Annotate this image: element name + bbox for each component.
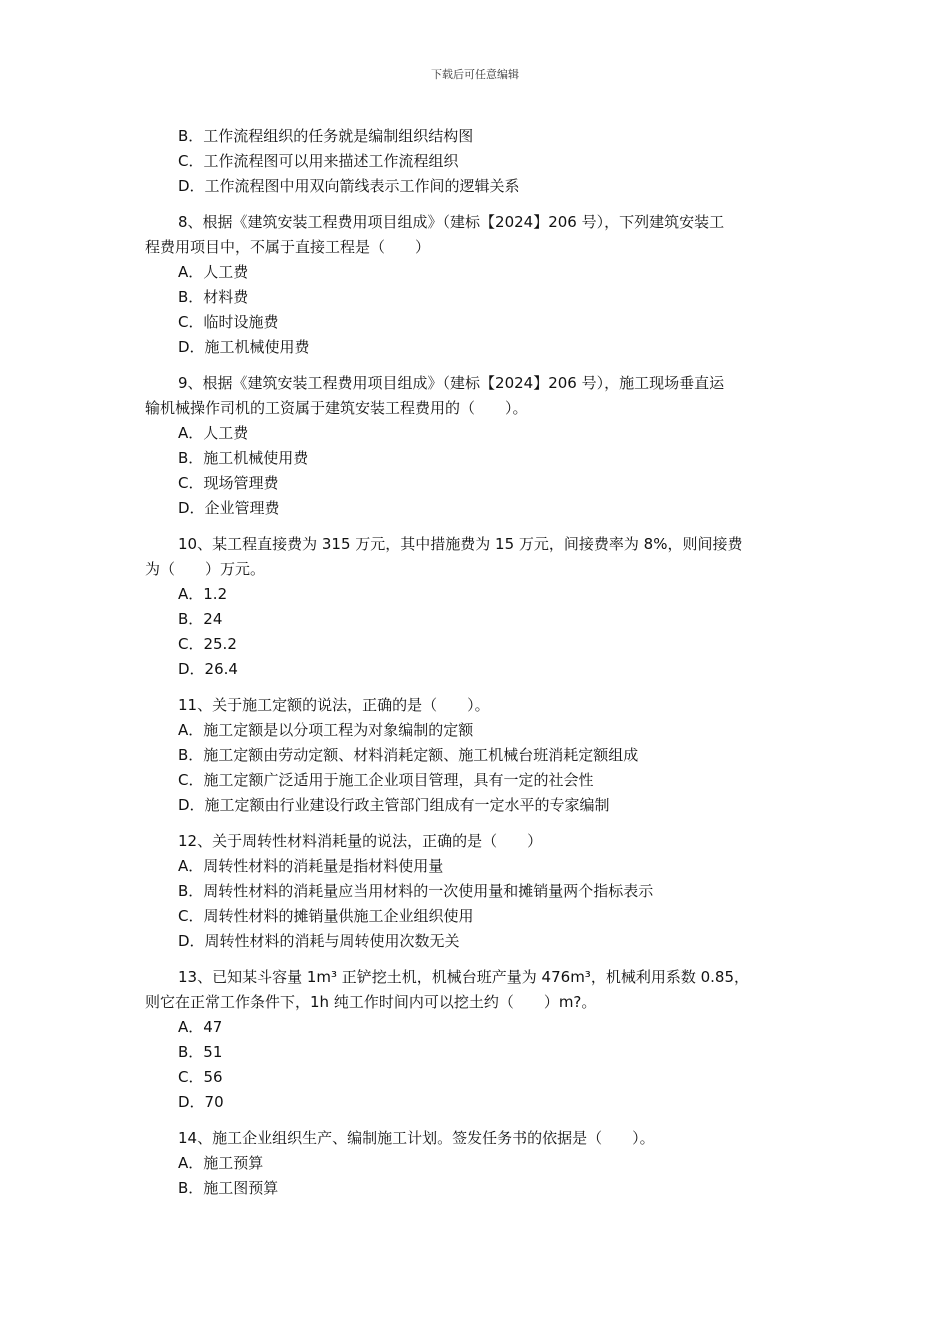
question-12 (145, 829, 810, 954)
question-text: 8、根据《建筑安装工程费用项目组成》（建标【2024】206 号），下列建筑安装工 (178, 213, 725, 231)
question-11 (145, 693, 810, 818)
question-8 (145, 210, 810, 360)
question-14 (145, 1126, 810, 1201)
option: C．56 (178, 1068, 223, 1086)
page-header: 下载后可任意编辑 (431, 68, 519, 81)
option: A．1.2 (178, 585, 228, 603)
question-text: 12、关于周转性材料消耗量的说法，正确的是（ ） (178, 832, 543, 850)
option: D．26.4 (178, 660, 238, 678)
option: D．70 (178, 1093, 224, 1111)
option: A．人工费 (178, 424, 249, 442)
question-text: 10、某工程直接费为 315 万元，其中措施费为 15 万元，间接费率为 8%，则间接费 (178, 535, 743, 553)
question-text: 13、已知某斗容量 1m³ 正铲挖土机，机械台班产量为 476m³，机械利用系数 0.85， (178, 968, 749, 986)
option: B．施工图预算 (178, 1179, 279, 1197)
question-text: 9、根据《建筑安装工程费用项目组成》（建标【2024】206 号），施工现场垂直运 (178, 374, 725, 392)
document-body (145, 124, 810, 1201)
question-text-cont: 程费用项目中，不属于直接工程是（ ） (145, 238, 431, 256)
question-13 (145, 965, 810, 1115)
option: D．周转性材料的消耗与周转使用次数无关 (178, 932, 460, 950)
question-text: 14、施工企业组织生产、编制施工计划。签发任务书的依据是（ ）。 (178, 1129, 655, 1147)
option: B．材料费 (178, 288, 249, 306)
option: D．施工机械使用费 (178, 338, 310, 356)
question-text-cont: 为（ ）万元。 (145, 560, 266, 578)
option: A．施工定额是以分项工程为对象编制的定额 (178, 721, 474, 739)
question-text: 11、关于施工定额的说法，正确的是（ ）。 (178, 696, 490, 714)
option: C．临时设施费 (178, 313, 279, 331)
option: C．施工定额广泛适用于施工企业项目管理，具有一定的社会性 (178, 771, 594, 789)
option: B．24 (178, 610, 223, 628)
question-9 (145, 371, 810, 521)
option: D．企业管理费 (178, 499, 280, 517)
option: A．施工预算 (178, 1154, 264, 1172)
option: C．工作流程图可以用来描述工作流程组织 (178, 152, 459, 170)
option: B．周转性材料的消耗量应当用材料的一次使用量和摊销量两个指标表示 (178, 882, 654, 900)
question-text-cont: 输机械操作司机的工资属于建筑安装工程费用的（ ）。 (145, 399, 528, 417)
question-10 (145, 532, 810, 682)
option: A．周转性材料的消耗量是指材料使用量 (178, 857, 444, 875)
question-text-cont: 则它在正常工作条件下，1h 纯工作时间内可以挖土约（ ）m?。 (145, 993, 597, 1011)
option: B．工作流程组织的任务就是编制组织结构图 (178, 127, 474, 145)
option: D．施工定额由行业建设行政主管部门组成有一定水平的专家编制 (178, 796, 610, 814)
option: C．周转性材料的摊销量供施工企业组织使用 (178, 907, 474, 925)
option: D．工作流程图中用双向箭线表示工作间的逻辑关系 (178, 177, 520, 195)
option: A．47 (178, 1018, 223, 1036)
option: A．人工费 (178, 263, 249, 281)
option: B．51 (178, 1043, 223, 1061)
option: B．施工定额由劳动定额、材料消耗定额、施工机械台班消耗定额组成 (178, 746, 639, 764)
intro-options (145, 124, 810, 199)
option: C．25.2 (178, 635, 237, 653)
option: C．现场管理费 (178, 474, 279, 492)
option: B．施工机械使用费 (178, 449, 309, 467)
